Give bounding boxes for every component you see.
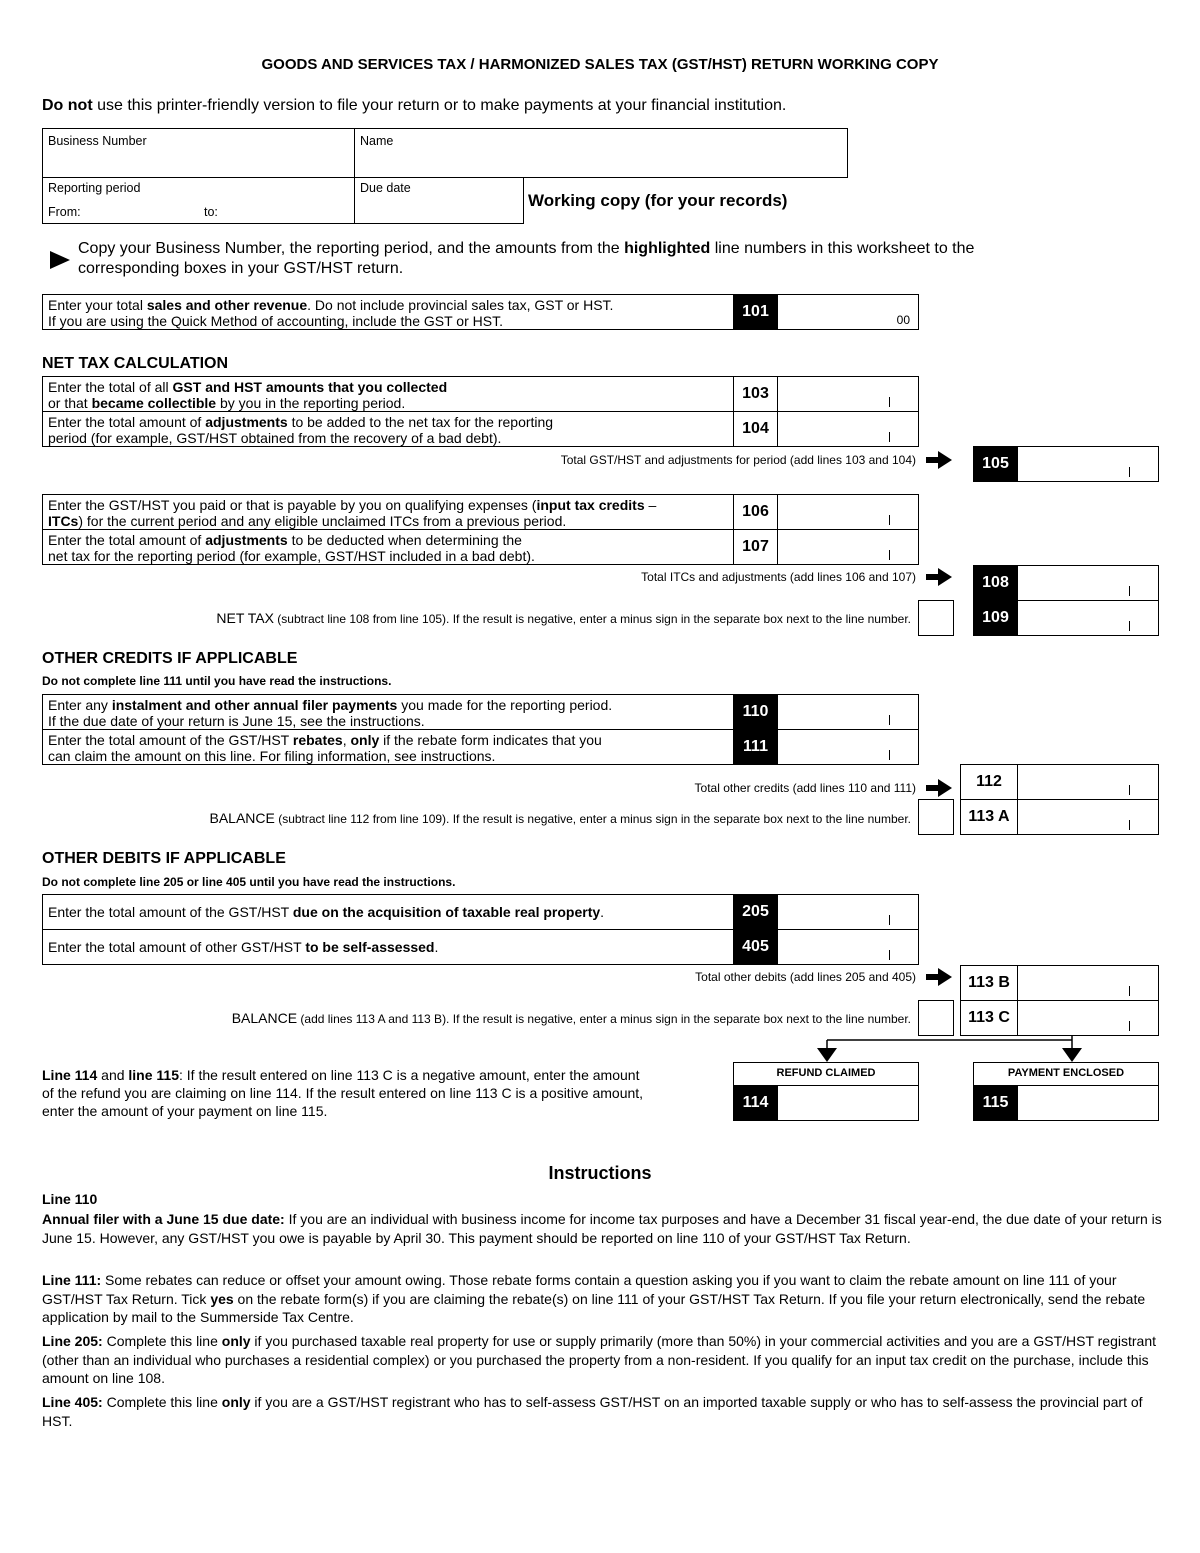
decimal-tick xyxy=(889,750,890,760)
copy-note-pre: Copy your Business Number, the reporting period, and the amounts from the xyxy=(78,240,625,257)
text: and xyxy=(97,1067,129,1083)
line-106-number: 106 xyxy=(733,494,778,530)
line-112-amount[interactable] xyxy=(1017,764,1159,800)
text-bold: instalment and other annual filer payments xyxy=(111,697,398,713)
line-113c-amount[interactable] xyxy=(1017,1000,1159,1036)
line-109-sign-box[interactable] xyxy=(918,600,954,636)
notice-text: use this printer-friendly version to file your return or to make payments at your financial institution. xyxy=(92,97,787,114)
line-101-cents: 00 xyxy=(896,313,910,327)
text-bold: only xyxy=(221,1333,251,1349)
text: : If the result entered on line 113 C is a negative amount, enter the amount xyxy=(179,1067,640,1083)
text: If you are an individual with business income for income tax purposes and have a December 31 fiscal year-end, the due date of your return is June 15. However, any GST/HST you owe is payable by April 30. This payment should be reported on line 110 of your GST/HST Tax Return. xyxy=(42,1211,1162,1246)
other-credits-heading: OTHER CREDITS IF APPLICABLE xyxy=(42,650,298,667)
due-date-field[interactable] xyxy=(354,177,524,224)
text-bold: adjustments xyxy=(205,532,288,548)
line-101-amount[interactable] xyxy=(777,294,919,330)
line-113c-sign-box[interactable] xyxy=(918,1000,954,1036)
line-113b-amount[interactable] xyxy=(1017,965,1159,1001)
refund-claimed-label-box xyxy=(733,1062,919,1086)
line-104-amount[interactable] xyxy=(777,411,919,447)
text: can claim the amount on this line. For filing information, see instructions. xyxy=(48,748,496,764)
line-113c-description xyxy=(232,1010,911,1026)
text-bold: Line 114 xyxy=(42,1067,98,1083)
line-405-description xyxy=(48,939,438,955)
due-date-label: Due date xyxy=(360,181,411,195)
line-113c-number: 113 C xyxy=(960,1000,1018,1036)
line-205-description xyxy=(48,904,604,920)
text: Enter the total amount of other GST/HST xyxy=(48,939,306,955)
text-bold: only xyxy=(350,732,380,748)
decimal-tick xyxy=(1129,621,1130,631)
line-405-amount[interactable] xyxy=(777,929,919,965)
reporting-period-label: Reporting period xyxy=(48,181,141,195)
decimal-tick xyxy=(1129,467,1130,477)
text: (add lines 113 A and 113 B). If the result is negative, enter a minus sign in the separate box next to the line number. xyxy=(297,1012,911,1026)
text: Enter any xyxy=(48,697,112,713)
line-105-number: 105 xyxy=(973,446,1018,482)
text: Do not complete line xyxy=(42,674,164,688)
page-title: GOODS AND SERVICES TAX / HARMONIZED SALES TAX (GST/HST) RETURN WORKING COPY xyxy=(261,56,939,73)
line-205-number: 205 xyxy=(733,894,778,930)
text: by you in the reporting period. xyxy=(216,395,406,411)
text: BALANCE xyxy=(209,810,275,826)
text-bold: GST and HST amounts that you collected xyxy=(172,379,448,395)
text-bold: line 115 xyxy=(128,1067,179,1083)
text: If the due date of your return is June 15, see the instructions. xyxy=(48,713,425,729)
text: on the rebate form(s) if you are claiming the rebate(s) on line 111 of your GST/HST Tax Return. If you file your return electronically, send the rebate application by mail to the Summerside Tax Centre. xyxy=(42,1290,1146,1325)
line-103-amount[interactable] xyxy=(777,376,919,412)
text: Some rebates can reduce or offset your amount owing. Those rebate forms contain a question asking you if you want to claim the rebate amount on line 111 of your GST/HST Tax Return. Tick xyxy=(42,1272,1117,1307)
line-108-amount[interactable] xyxy=(1017,565,1159,601)
copy-note-post: line numbers in this worksheet to the xyxy=(710,240,975,257)
line-111-instructions xyxy=(42,1271,1162,1327)
copy-note xyxy=(78,239,974,279)
text-bold: sales and other revenue xyxy=(146,297,308,313)
line-107-amount[interactable] xyxy=(777,529,919,565)
pointer-arrow-icon xyxy=(50,251,70,269)
text: If you are using the Quick Method of accounting, include the GST or HST. xyxy=(48,313,503,329)
other-debits-heading: OTHER DEBITS IF APPLICABLE xyxy=(42,850,286,867)
text: , xyxy=(342,732,351,748)
line-104-number: 104 xyxy=(733,411,778,447)
line-110-instructions xyxy=(42,1210,1162,1247)
line-106-description xyxy=(48,497,656,529)
decimal-tick xyxy=(889,432,890,442)
line-405-number: 405 xyxy=(733,929,778,965)
text: BALANCE xyxy=(231,1010,298,1026)
text-bold: yes xyxy=(210,1290,234,1307)
text: Enter the total of all xyxy=(48,379,173,395)
text: 111 xyxy=(163,674,183,688)
text-bold: became collectible xyxy=(91,395,217,411)
text: until you have read the instructions. xyxy=(182,674,392,688)
text: or that xyxy=(48,395,92,411)
text: – xyxy=(644,497,657,513)
line-105-amount[interactable] xyxy=(1017,446,1159,482)
decimal-tick xyxy=(1129,785,1130,795)
business-number-label: Business Number xyxy=(48,134,147,148)
notice-bold: Do not xyxy=(42,97,93,114)
line-113a-number: 113 A xyxy=(960,799,1018,835)
decimal-tick xyxy=(889,515,890,525)
from-label: From: xyxy=(48,205,81,219)
text: Complete this line xyxy=(102,1394,222,1410)
decimal-tick xyxy=(1129,820,1130,830)
line-114-amount[interactable] xyxy=(777,1085,919,1121)
decimal-tick xyxy=(889,550,890,560)
refund-claimed-label: REFUND CLAIMED xyxy=(776,1067,876,1079)
line-113a-amount[interactable] xyxy=(1017,799,1159,835)
right-arrow-icon xyxy=(926,568,952,586)
decimal-tick xyxy=(1129,586,1130,596)
text-bold: NET TAX xyxy=(216,610,274,626)
decimal-tick xyxy=(889,915,890,925)
instructions-heading: Instructions xyxy=(548,1163,652,1183)
payment-enclosed-label-box xyxy=(973,1062,1159,1086)
text-bold: input tax credits xyxy=(536,497,645,513)
line-101-description xyxy=(48,297,613,329)
text-bold: to be self-assessed xyxy=(305,939,435,955)
reporting-period-field[interactable] xyxy=(42,177,355,224)
print-notice xyxy=(42,97,786,115)
copy-note-bold: highlighted xyxy=(624,240,711,257)
line-103-description xyxy=(48,379,447,411)
text: (subtract line 108 from line 105). If the result is negative, enter a minus sign in the separate box next to the line number. xyxy=(273,612,911,626)
decimal-tick xyxy=(889,397,890,407)
text: if you purchased taxable real property for use or supply primarily (more than 50%) in your commercial activities and you are a GST/HST registrant (other than an individual who purchases a residential complex) or you purchased the property from a non-resident. If you qualify for an input tax credit on the purchase, include this amount on line 108. xyxy=(42,1333,1157,1386)
text: . xyxy=(434,939,439,955)
text: Enter the total amount of xyxy=(48,414,206,430)
net-tax-heading: NET TAX CALCULATION xyxy=(42,355,229,372)
business-number-field[interactable] xyxy=(42,128,355,178)
text-bold: Line 205: xyxy=(42,1333,103,1349)
line-205-instructions xyxy=(42,1332,1162,1388)
line-108-number: 108 xyxy=(973,565,1018,601)
text-bold: Line 111: xyxy=(42,1272,102,1288)
text: . Do not include provincial sales tax, GST or HST. xyxy=(307,297,614,313)
line-113b-number: 113 B xyxy=(960,965,1018,1001)
line-111-description xyxy=(48,732,602,764)
line-105-description: Total GST/HST and adjustments for period (add lines 103 and 104) xyxy=(560,453,916,467)
text-bold: adjustments xyxy=(205,414,288,430)
line-111-amount[interactable] xyxy=(777,729,919,765)
line-104-description xyxy=(48,414,553,446)
line-112-number: 112 xyxy=(960,764,1018,800)
line-112-description: Total other credits (add lines 110 and 111) xyxy=(694,781,916,795)
name-field[interactable] xyxy=(354,128,848,178)
line-103-number: 103 xyxy=(733,376,778,412)
line-107-number: 107 xyxy=(733,529,778,565)
line-114-number: 114 xyxy=(733,1085,778,1121)
text-bold: Annual filer with a June 15 due date: xyxy=(42,1211,285,1227)
text-bold: Line 405: xyxy=(42,1394,103,1410)
other-debits-note: Do not complete line 205 or line 405 until you have read the instructions. xyxy=(42,875,456,889)
text: of the refund you are claiming on line 114. If the result entered on line 113 C is a positive amount, xyxy=(42,1085,644,1101)
line-109-description xyxy=(216,610,911,626)
other-credits-note xyxy=(42,674,391,688)
line-115-amount[interactable] xyxy=(1017,1085,1159,1121)
line-114-115-explanation xyxy=(42,1066,643,1120)
line-107-description xyxy=(48,532,535,564)
line-113a-sign-box[interactable] xyxy=(918,799,954,835)
text: ) for the current period and any eligible unclaimed ITCs from a previous period. xyxy=(78,513,567,529)
line-110-amount[interactable] xyxy=(777,694,919,730)
text-bold: only xyxy=(221,1394,251,1410)
line-405-instructions xyxy=(42,1393,1162,1430)
text: Enter the total amount of xyxy=(48,532,206,548)
text: you made for the reporting period. xyxy=(397,697,613,713)
text: Enter the total amount of the GST/HST xyxy=(48,904,293,920)
right-arrow-icon xyxy=(926,451,952,469)
decimal-tick xyxy=(889,950,890,960)
decimal-tick xyxy=(889,715,890,725)
line-113a-description xyxy=(210,810,912,826)
text: to be added to the net tax for the reporting xyxy=(287,414,554,430)
text-bold: due on the acquisition of taxable real property xyxy=(292,904,601,920)
text: enter the amount of your payment on line 115. xyxy=(42,1103,328,1119)
decimal-tick xyxy=(1129,986,1130,996)
right-arrow-icon xyxy=(926,968,952,986)
name-label: Name xyxy=(360,134,394,148)
line-109-amount[interactable] xyxy=(1017,600,1159,636)
text: Enter the GST/HST you paid or that is payable by you on qualifying expenses ( xyxy=(48,497,537,513)
branch-connector-icon xyxy=(810,1036,1090,1064)
line-101-number: 101 xyxy=(733,294,778,330)
line-113b-description: Total other debits (add lines 205 and 405) xyxy=(695,970,916,984)
line-109-number: 109 xyxy=(973,600,1018,636)
text: net tax for the reporting period (for example, GST/HST included in a bad debt). xyxy=(48,548,535,564)
text: . xyxy=(600,904,605,920)
text-bold: ITCs xyxy=(48,513,79,529)
to-label: to: xyxy=(204,205,218,219)
line-115-number: 115 xyxy=(973,1085,1018,1121)
line-110-instr-heading: Line 110 xyxy=(42,1191,98,1207)
line-205-amount[interactable] xyxy=(777,894,919,930)
text-bold: rebates xyxy=(292,732,343,748)
text: if you are a GST/HST registrant who has to self-assess GST/HST on an imported taxable supply or who has to self-assess the provincial part of HST. xyxy=(42,1394,1143,1429)
line-110-description xyxy=(48,697,612,729)
text: Enter the total amount of the GST/HST xyxy=(48,732,293,748)
line-106-amount[interactable] xyxy=(777,494,919,530)
line-110-number: 110 xyxy=(733,694,778,730)
right-arrow-icon xyxy=(926,779,952,797)
working-copy-label: Working copy (for your records) xyxy=(528,191,788,210)
text: Enter your total xyxy=(48,297,147,313)
text: if the rebate form indicates that you xyxy=(379,732,602,748)
line-111-number: 111 xyxy=(733,729,778,765)
copy-note-line2: corresponding boxes in your GST/HST return. xyxy=(78,260,404,277)
text: to be deducted when determining the xyxy=(287,532,522,548)
text: period (for example, GST/HST obtained from the recovery of a bad debt). xyxy=(48,430,502,446)
text: Complete this line xyxy=(102,1333,222,1349)
decimal-tick xyxy=(1129,1021,1130,1031)
line-108-description: Total ITCs and adjustments (add lines 106 and 107) xyxy=(641,570,916,584)
text: (subtract line 112 from line 109). If the result is negative, enter a minus sign in the separate box next to the line number. xyxy=(274,812,911,826)
payment-enclosed-label: PAYMENT ENCLOSED xyxy=(1007,1067,1125,1079)
